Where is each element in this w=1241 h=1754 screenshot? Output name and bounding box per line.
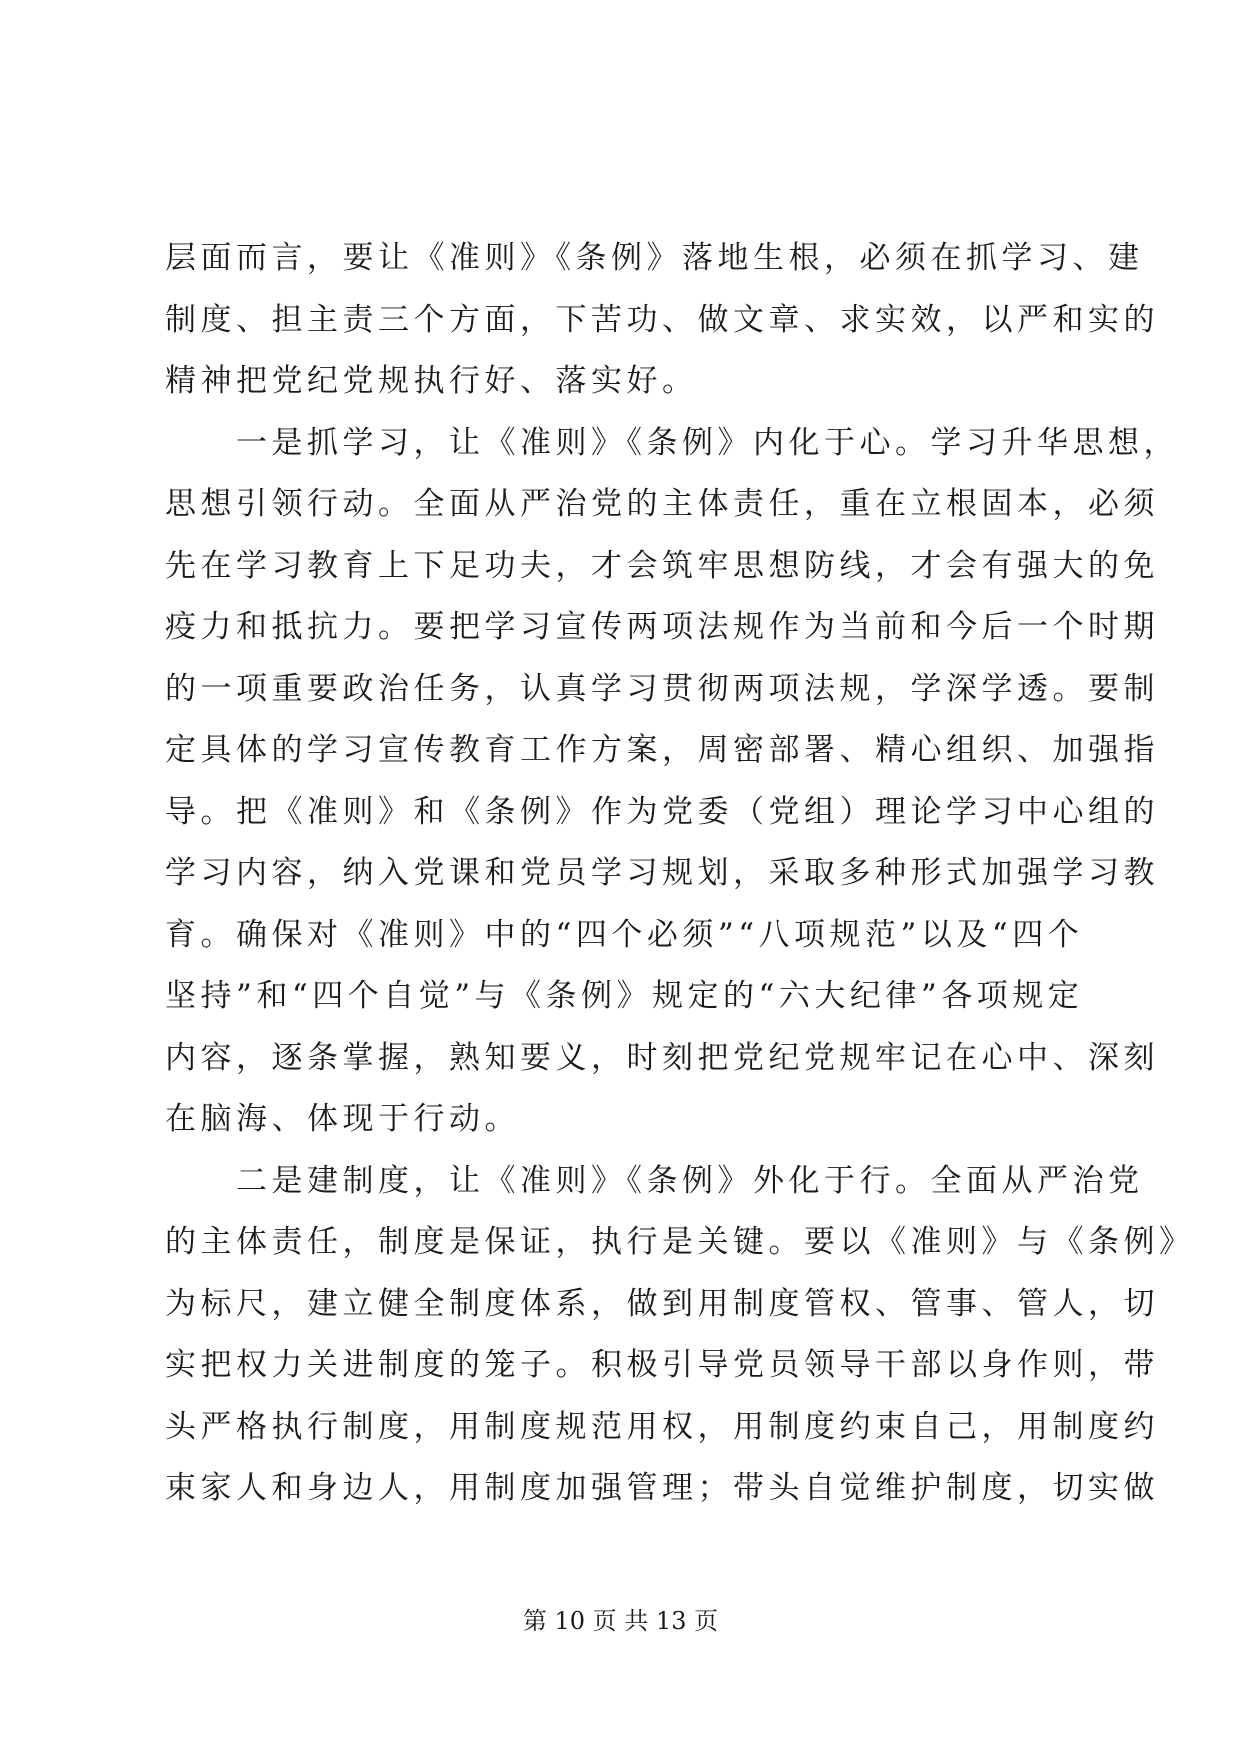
text-line: 实把权力关进制度的笼子。积极引导党员领导干部以身作则，带 xyxy=(165,1347,1159,1383)
text-line: 的主体责任，制度是保证，执行是关键。要以《准则》与《条例》 xyxy=(165,1224,1195,1260)
text-line: 层面而言，要让《准则》《条例》落地生根，必须在抓学习、建 xyxy=(165,240,1144,276)
text-line: 内容，逐条掌握，熟知要义，时刻把党纪党规牢记在心中、深刻 xyxy=(165,1039,1159,1076)
text-line: 制度、担主责三个方面，下苦功、做文章、求实效，以严和实的 xyxy=(165,301,1159,338)
text-line: 导。把《准则》和《条例》作为党委（党组）理论学习中心组的 xyxy=(165,793,1159,830)
text-line: 坚持”和“四个自觉”与《条例》规定的“六大纪律”各项规定 xyxy=(165,978,1084,1014)
text-line: 在脑海、体现于行动。 xyxy=(165,1101,520,1137)
text-line: 思想引领行动。全面从严治党的主体责任，重在立根固本，必须 xyxy=(165,486,1159,522)
text-line: 二是建制度，让《准则》《条例》外化于行。全面从严治党 xyxy=(165,1162,1144,1199)
text-line: 学习内容，纳入党课和党员学习规划，采取多种形式加强学习教 xyxy=(165,855,1159,891)
text-line: 束家人和身边人，用制度加强管理；带头自觉维护制度，切实做 xyxy=(165,1470,1159,1506)
page-number-footer: 第 10 页 共 13 页 xyxy=(522,1607,719,1635)
document-body xyxy=(165,228,1195,1520)
text-line: 头严格执行制度，用制度规范用权，用制度约束自己，用制度约 xyxy=(165,1408,1159,1445)
text-line: 先在学习教育上下足功夫，才会筑牢思想防线，才会有强大的免 xyxy=(165,547,1159,584)
text-line: 定具体的学习宣传教育工作方案，周密部署、精心组织、加强指 xyxy=(165,732,1159,768)
text-line: 精神把党纪党规执行好、落实好。 xyxy=(165,363,698,399)
text-line: 为标尺，建立健全制度体系，做到用制度管权、管事、管人，切 xyxy=(165,1285,1159,1322)
text-line: 一是抓学习，让《准则》《条例》内化于心。学习升华思想， xyxy=(165,424,1179,461)
text-line: 疫力和抵抗力。要把学习宣传两项法规作为当前和今后一个时期 xyxy=(165,609,1159,645)
text-line: 育。确保对《准则》中的“四个必须”“八项规范”以及“四个 xyxy=(165,916,1084,953)
text-line: 的一项重要政治任务，认真学习贯彻两项法规，学深学透。要制 xyxy=(165,670,1159,707)
